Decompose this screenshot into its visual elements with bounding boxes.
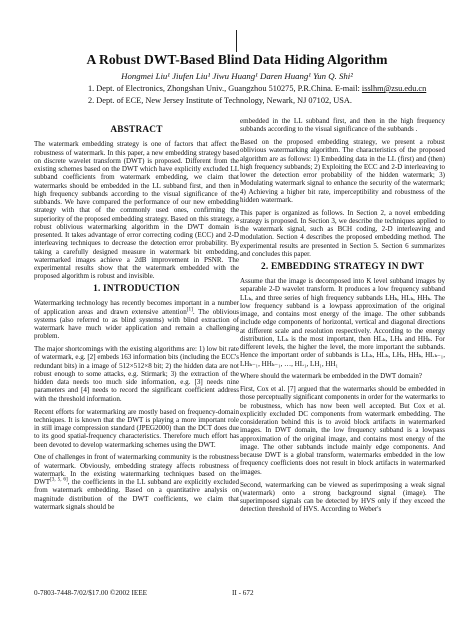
- author-list: Hongmei Liu¹ Jiufen Liu¹ Jiwu Huang¹ Daren Huang¹ Yun Q. Shi²: [121, 71, 353, 81]
- section-2-heading: 2. EMBEDDING STRATEGY IN DWT: [261, 261, 424, 272]
- author-email-link[interactable]: isslhm@zsu.edu.cn: [361, 84, 427, 93]
- right-paragraph-6: First, Cox et al. [7] argued that the watermarks should be embedded in those perceptually significant components in order for the watermarks to be robustness, which has now been well accepted. But Cox et al. explicitly excluded DC components from watermark embedding. The consideration behind this is to avoid block artifacts in watermarked images. In DWT domain, the low frequency subband is a lowpass approximation of the original image, and contains most energy of the image. The other subbands include mainly edge components. And because DWT is a global transform, watermarks embedded in the low frequency coefficients does not result in block artifacts in watermarked images.: [240, 385, 445, 476]
- scan-edge-mark: [236, 30, 237, 52]
- intro-paragraph-2: The major shortcomings with the existing algorithms are: 1) low bit rate of watermark, e.g. [2] embeds 163 information bits (including the ECC's redundant bits) in a image of 512×512×8 bit; 2) the hidden data are not robust enough to some attacks, e.g. Stirmark; 3) the extraction of the hidden data needs too much side information, e.g. [3] needs nine parameters and [4] needs to record the significant coefficient address with the threshold information.: [34, 345, 239, 403]
- citation-ref-3-5-6: [3, 5, 6]: [50, 476, 68, 483]
- abstract-heading: ABSTRACT: [110, 125, 163, 135]
- intro-p1-text-a: Watermarking technology has recently becomes important in a number of application areas and drawn extensive attention: [34, 299, 239, 316]
- intro-paragraph-4: [34, 453, 239, 511]
- intro-paragraph-1: [34, 299, 239, 340]
- copyright-footer: 0-7803-7448-7/02/$17.00 ©2002 IEEE: [34, 589, 148, 597]
- left-column: [34, 122, 239, 516]
- introduction-heading: 1. INTRODUCTION: [93, 284, 180, 295]
- right-paragraph-2: Based on the proposed embedding strategy, we present a robust oblivious watermarking algorithm. The characteristics of the proposed algorithm are as follows: 1) Embedding data in the LL (first) and (then) high frequency subbands; 2) Exploiting the ECC and 2-D interleaving to lower the detection error probability of the hidden watermark; 3) Modulating watermark signal to enhance the security of the watermark; 4) Achieving a higher bit rate, imperceptibility and robustness of the hidden watermark.: [240, 138, 445, 204]
- right-paragraph-4: Assume that the image is decomposed into K level subband images by separable 2-D wavelet transform. It produces a low frequency subband LLₖ, and three series of high frequency subbands LHₖ, HLₖ, HHₖ. The low frequency subband is a lowpass approximation of the original image, and contains most energy of the image. The other subbands include edge components of horizontal, vertical and diagonal directions at different scale and resolution respectively. According to the energy distribution, LLₖ is the most important, then HLₖ, LHₖ and HHₖ. For different levels, the higher the level, the more important the subbands. Hence the important order of subbands is LLₖ, HLₖ, LHₖ, HHₖ, HLₖ₋₁, LHₖ₋₁, HHₖ₋₁, …, HL₁, LH₁, HH₁: [240, 277, 445, 368]
- intro-p4-text-b: , the coefficients in the LL subband are explicitly excluded from watermark embedding. Based on a quantitative analysis on magnitude distribution of the DWT coefficients, we claim that watermark signals should be: [34, 478, 239, 511]
- paper-title: A Robust DWT-Based Blind Data Hiding Algorithm: [86, 52, 388, 67]
- right-paragraph-1: embedded in the LL subband first, and then in the high frequency subbands according to the visual significance of the subbands .: [240, 117, 445, 134]
- abstract-text: The watermark embedding strategy is one of factors that affect the robustness of watermark. In this paper, a new embedding strategy based on discrete wavelet transform (DWT) is proposed. Different from the existing schemes based on the DWT which have explicitly excluded LL subband coefficients from watermark embedding, we claim that watermarks should be embedded in the LL subband first, and then in high frequency subbands according to the visual significance of the subbands. We have compared the performance of our new embedding strategy with that of the commonly used ones, confirming the superiority of the proposed embedding strategy. Based on this strategy, a robust oblivious watermarking algorithm in the DWT domain is presented. It takes advantage of error correcting coding (ECC) and 2-D interleaving techniques to decrease the detection error probability. By taking a carefully designed measure in watermark bit embedding, watermarked images achieve a 2dB improvement in PSNR. The experimental results show that the watermark embedded with the proposed algorithm is robust and invisible.: [34, 140, 239, 281]
- right-paragraph-3: This paper is organized as follows. In Section 2, a novel embedding strategy is proposed. In Section 3, we describe the techniques applied to the watermark signal, such as BCH coding, 2-D interleaving and modulation. Section 4 describes the proposed embedding method. The experimental results are presented in Section 5. Section 6 summarizes and concludes this paper.: [240, 208, 445, 258]
- intro-p4-text-a: One of challenges in front of watermarking community is the robustness of watermark. Obviously, embedding strategy affects robustness of watermark. In the existing watermarking techniques based on the DWT: [34, 453, 239, 487]
- intro-p1-text-b: . The oblivious systems (also referred to as blind systems) with blind extraction of watermark have much wider application and remain a challenging problem.: [34, 307, 239, 341]
- affiliation-2: 2. Dept. of ECE, New Jersey Institute of Technology, Newark, NJ 07102, USA.: [88, 96, 352, 105]
- right-paragraph-7: Second, watermarking can be viewed as superimposing a weak signal (watermark) onto a strong background signal (image). The superimposed signals can be detected by HVS only if they exceed the detection threshold of HVS. According to Weber's: [240, 480, 445, 514]
- affiliation-1-text: 1. Dept. of Electronics, Zhongshan Univ., Guangzhou 510275, P.R.China. E-mail:: [88, 84, 362, 93]
- citation-ref-1: [1]: [186, 306, 193, 313]
- right-paragraph-5: Where should the watermark be embedded in the DWT domain?: [240, 372, 423, 381]
- page-number: II - 672: [232, 589, 254, 597]
- affiliation-1: [88, 84, 448, 94]
- right-column: [240, 117, 445, 518]
- intro-paragraph-3: Recent efforts for watermarking are mostly based on frequency-domain techniques. It is known that the DWT is playing a more important role in still image compression standard (JPEG2000) than the DCT does due to its good spatial-frequency characteristics. Therefore much effort has been devoted to develop watermarking schemes using the DWT.: [34, 407, 239, 449]
